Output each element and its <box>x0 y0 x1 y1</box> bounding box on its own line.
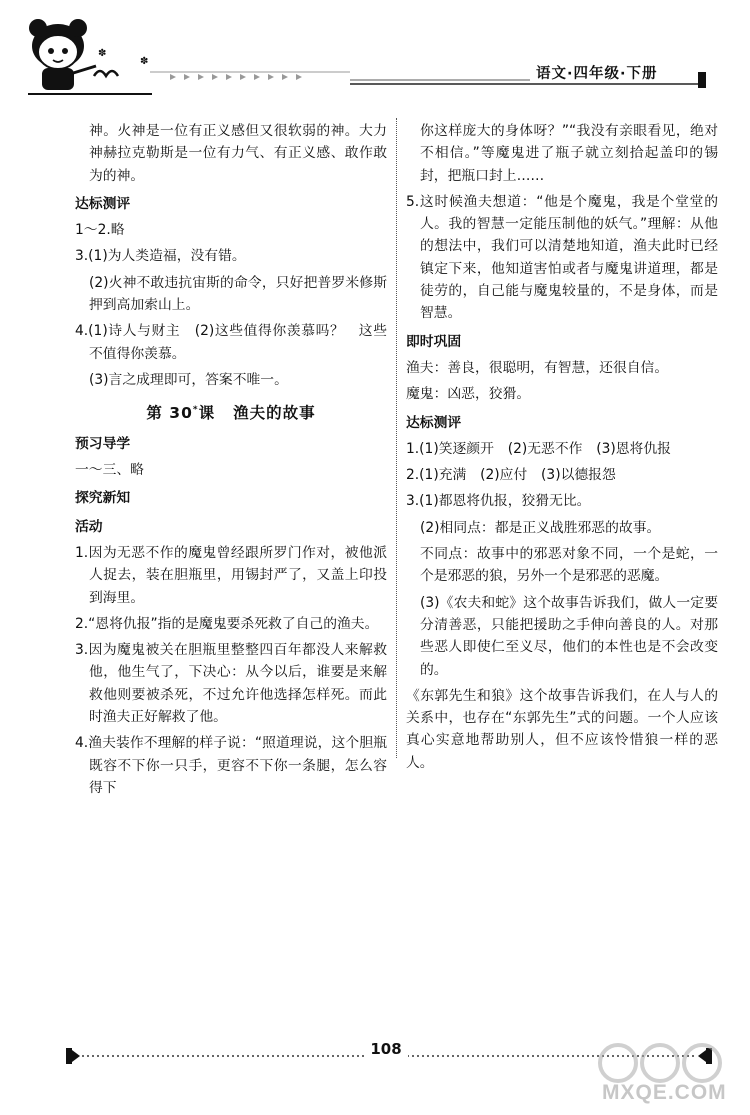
answer-line: 2.(1)充满 (2)应付 (3)以德报怨 <box>406 467 616 484</box>
lesson-number: 第 30 <box>146 404 193 423</box>
cartoon-girl-mascot-icon <box>20 16 160 98</box>
right-column <box>406 120 718 778</box>
answer-line: 3.因为魔鬼被关在胆瓶里整整四百年都没人来解救他，他生气了，下决心：从今以后，谁要是来解救他则要被杀死，不过允许他选择怎样死。而此时渔夫正好解救了他。 <box>75 642 387 725</box>
answer-line: 魔鬼：凶恶，狡猾。 <box>406 386 531 403</box>
answer-line: 你这样庞大的身体呀？”“我没有亲眼看见，绝对不相信。”等魔鬼进了瓶子就立刻拾起盖印的锡封，把瓶口封上…… <box>420 123 718 184</box>
page-number: 108 <box>364 1040 408 1058</box>
answer-line: 1.因为无恶不作的魔鬼曾经跟所罗门作对，被他派人捉去，装在胆瓶里，用锡封严了，又盖上印投到海里。 <box>75 544 387 606</box>
svg-text:✽: ✽ <box>98 48 107 59</box>
answer-line: 4.渔夫装作不理解的样子说：“照道理说，这个胆瓶既容不下你一只手，更容不下你一条腿，怎么容得下 <box>75 735 387 796</box>
answer-line: (3)言之成理即可，答案不唯一。 <box>89 371 288 388</box>
answer-line: (2)火神不敢违抗宙斯的命令，只好把普罗米修斯押到高加索山上。 <box>89 274 387 314</box>
answer-line: 4.(1)诗人与财主 (2)这些值得你羡慕吗？ 这些不值得你羡慕。 <box>75 323 387 362</box>
answer-line: (2)相同点：都是正义战胜邪恶的故事。 <box>420 519 661 536</box>
answer-line: 《东郭先生和狼》这个故事告诉我们，在人与人的关系中，也存在“东郭先生”式的问题。一个人应该真心实意地帮助别人，但不应该怜惜狼一样的恶人。 <box>406 687 718 771</box>
column-divider <box>396 118 397 758</box>
site-watermark <box>594 1041 744 1113</box>
watermark-logo-icon <box>594 1041 744 1085</box>
answer-line: 不同点：故事中的邪恶对象不同，一个是蛇，一个是邪恶的狼，另外一个是邪恶的恶魔。 <box>420 546 718 585</box>
answer-line: 5.这时候渔夫想道：“他是个魔鬼，我是个堂堂的人。我的智慧一定能压制他的妖气。”理解：从他的想法中，我们可以清楚地知道，渔夫此时已经镇定下来，他知道害怕或者与魔鬼讲道理，都是徒劳的，自己能与魔鬼较量的，不是身体，而是智慧。 <box>406 193 718 322</box>
svg-text:✽: ✽ <box>140 56 149 67</box>
section-heading-preview: 预习导学 <box>75 435 131 452</box>
intro-paragraph: 神。火神是一位有正义感但又很软弱的神。大力神赫拉克勒斯是一位有力气、有正义感、敢作敢为的神。 <box>89 123 387 184</box>
answer-line: 2.“恩将仇报”指的是魔鬼要杀死救了自己的渔夫。 <box>75 615 379 632</box>
answer-line: 1.(1)笑逐颜开 (2)无恶不作 (3)恩将仇报 <box>406 440 671 457</box>
answer-line: 1～2.略 <box>75 222 125 239</box>
answer-line: 3.(1)都恩将仇报，狡猾无比。 <box>406 493 591 510</box>
left-column <box>75 120 387 803</box>
lesson-star: * <box>192 405 199 416</box>
watermark-text: MXQE.COM <box>602 1081 727 1104</box>
section-heading-test: 达标测评 <box>75 195 131 212</box>
answer-line: 一～三、略 <box>75 462 144 479</box>
header-subject-title: 语文·四年级·下册 <box>536 66 658 82</box>
lesson-unit: 课 <box>198 404 216 423</box>
lesson-name: 渔夫的故事 <box>233 404 316 423</box>
section-heading-consolidate: 即时巩固 <box>406 333 462 350</box>
section-heading-activity: 活动 <box>75 518 103 535</box>
answer-line: (3)《农夫和蛇》这个故事告诉我们，做人一定要分清善恶，只能把援助之手伸向善良的人。对那些恶人即使仁至义尽，他们的本性也是不会改变的。 <box>420 594 718 678</box>
section-heading-explore: 探究新知 <box>75 490 131 507</box>
answer-line: 3.(1)为人类造福，没有错。 <box>75 248 246 265</box>
answer-line: 渔夫：善良，很聪明，有智慧，还很自信。 <box>406 359 669 376</box>
section-heading-test: 达标测评 <box>406 414 462 431</box>
lesson-title <box>75 399 387 424</box>
